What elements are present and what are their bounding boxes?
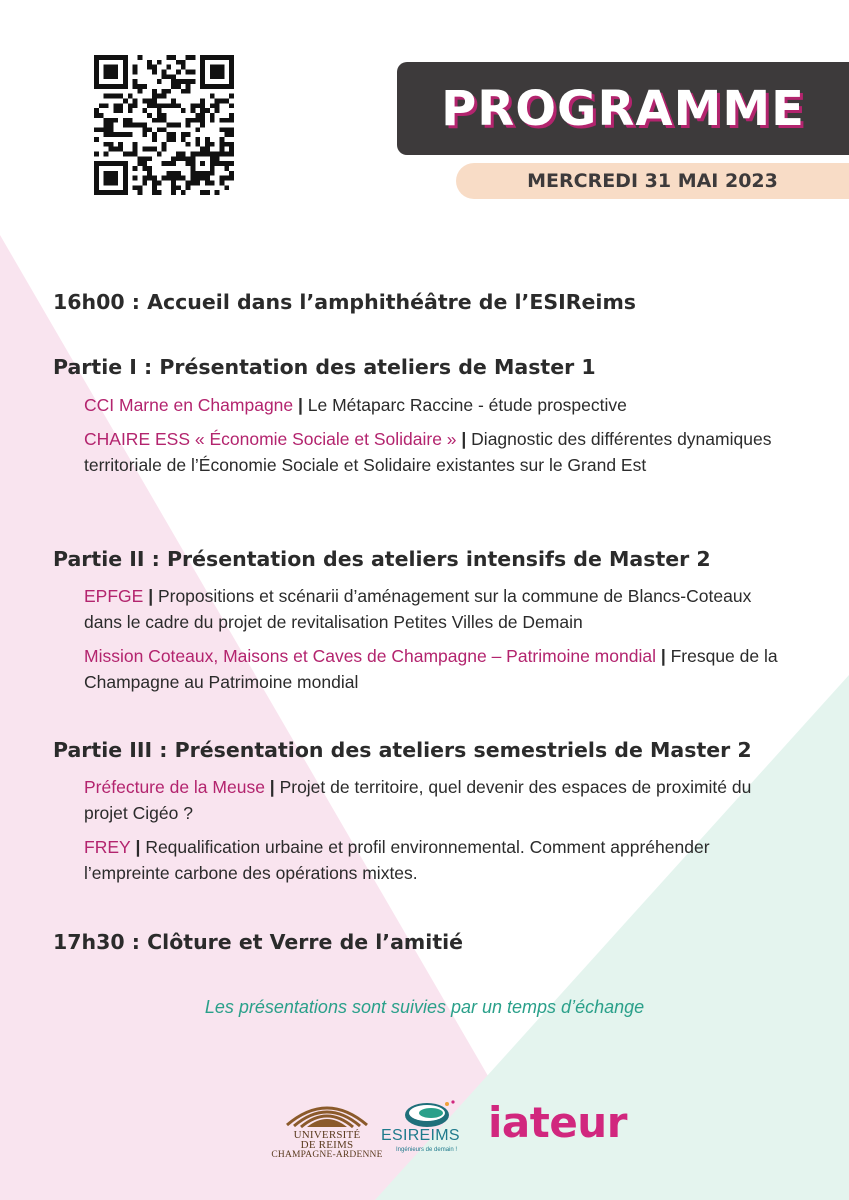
part-1-heading: Partie I : Présentation des ateliers de Master 1: [53, 355, 596, 379]
item-organization: CHAIRE ESS « Économie Sociale et Solidaire »: [84, 429, 457, 449]
item-description: Le Métaparc Raccine - étude prospective: [307, 395, 627, 415]
item-organization: EPFGE: [84, 586, 144, 606]
list-item: [84, 643, 784, 695]
footnote: Les présentations sont suivies par un temps d’échange: [204, 997, 645, 1017]
item-separator: |: [264, 777, 280, 797]
item-separator: |: [143, 586, 158, 606]
item-description: Diagnostic des différentes dynamiques territoriale de l’Économie Sociale et Solidaire existantes sur le Grand Est: [84, 429, 772, 475]
list-item: [84, 426, 784, 478]
esireims-tagline: Ingénieurs de demain !: [396, 1147, 458, 1153]
urca-line-2: DE REIMS: [300, 1139, 354, 1151]
item-organization: Préfecture de la Meuse: [84, 777, 265, 797]
iateur-logo: iateur: [488, 1098, 627, 1147]
item-organization: FREY: [84, 837, 131, 857]
item-organization: Mission Coteaux, Maisons et Caves de Champagne – Patrimoine mondial: [84, 646, 656, 666]
item-description: Propositions et scénarii d’aménagement sur la commune de Blancs-Coteaux dans le cadre du projet de revitalisation Petites Villes de Demain: [84, 586, 752, 632]
list-item: [84, 774, 784, 826]
item-separator: |: [456, 429, 472, 449]
esireims-wordmark: ESIREIMS: [381, 1127, 460, 1144]
part-2-heading: Partie II : Présentation des ateliers intensifs de Master 2: [53, 547, 711, 571]
item-description: Fresque de la Champagne au Patrimoine mondial: [84, 646, 778, 692]
part-3-heading: Partie III : Présentation des ateliers semestriels de Master 2: [53, 738, 752, 762]
item-organization: CCI Marne en Champagne: [84, 395, 294, 415]
urca-line-1: UNIVERSITÉ: [293, 1129, 361, 1141]
urca-line-3: CHAMPAGNE-ARDENNE: [271, 1150, 383, 1160]
item-separator: |: [655, 646, 671, 666]
welcome-heading: 16h00 : Accueil dans l’amphithéâtre de l’ESIReims: [53, 290, 637, 314]
list-item: [84, 392, 784, 418]
event-date: MERCREDI 31 MAI 2023: [527, 170, 778, 192]
item-description: Projet de territoire, quel devenir des espaces de proximité du projet Cigéo ?: [84, 777, 752, 823]
list-item: [84, 834, 784, 886]
item-description: Requalification urbaine et profil environnemental. Comment appréhender l’empreinte carbone des opérations mixtes.: [84, 837, 710, 883]
item-separator: |: [130, 837, 146, 857]
item-separator: |: [293, 395, 308, 415]
list-item: [84, 583, 784, 635]
page-title: PROGRAMME: [441, 80, 805, 137]
closing-heading: 17h30 : Clôture et Verre de l’amitié: [53, 930, 464, 954]
